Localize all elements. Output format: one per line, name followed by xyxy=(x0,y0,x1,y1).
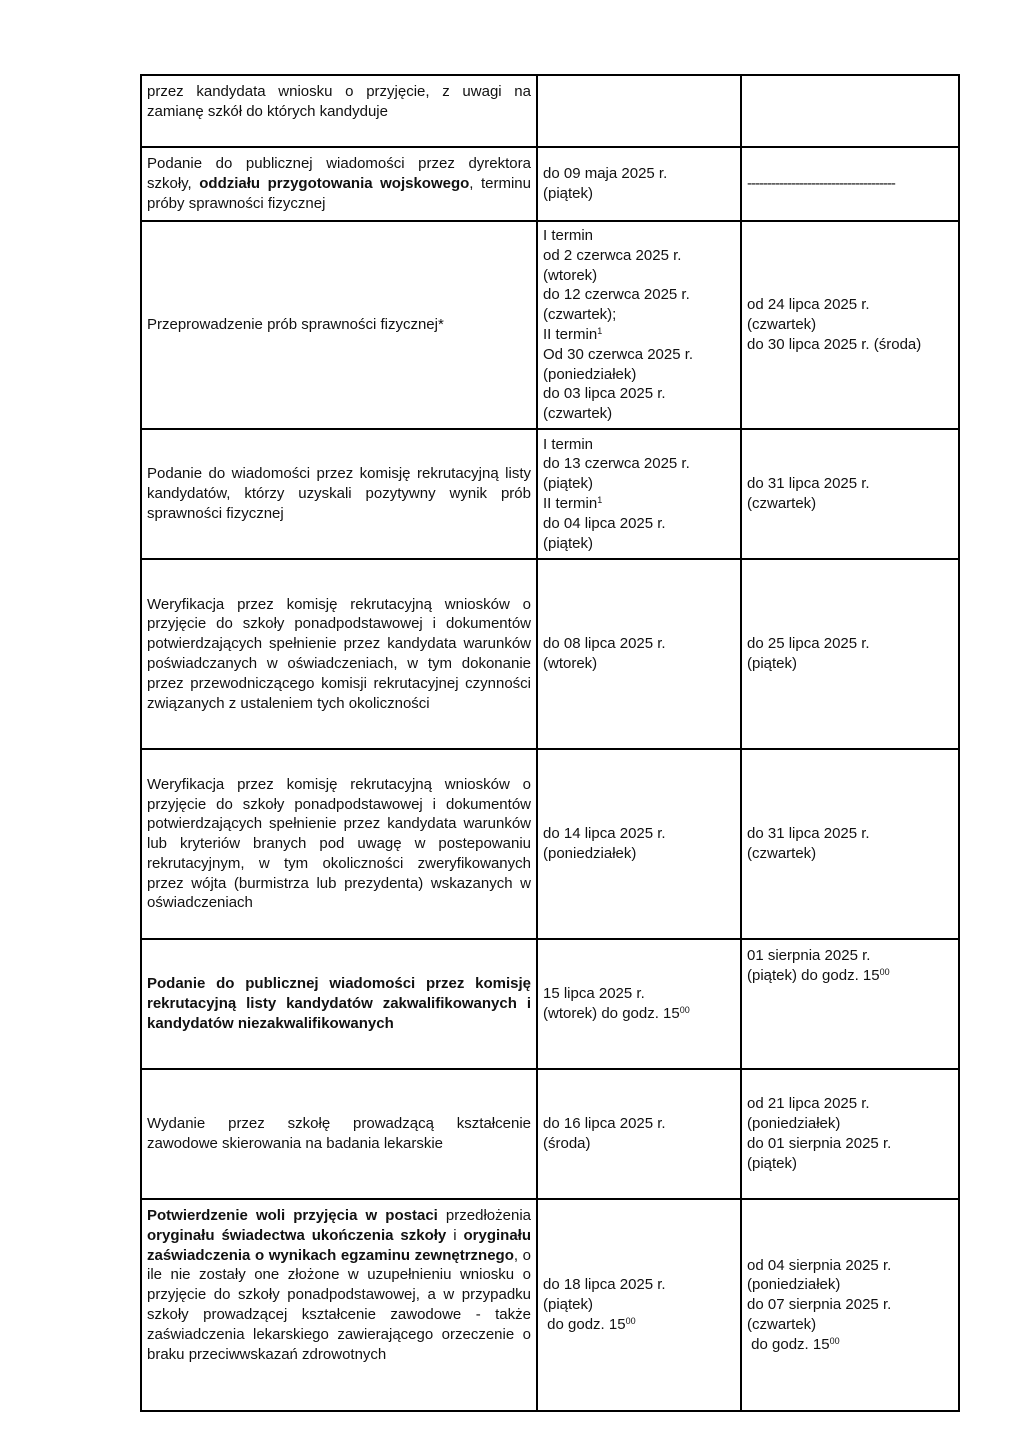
term-dashes: ------------------------------------- xyxy=(747,175,895,193)
term-line: I termin xyxy=(543,435,594,453)
term-line: (czwartek) xyxy=(747,845,817,862)
term-line: (czwartek); xyxy=(543,306,617,324)
description-bold-text: oryginału zaświadczenia o wynikach egzaminu zewnętrznego xyxy=(147,1226,531,1264)
term-supplementary-cell xyxy=(741,429,959,559)
term-line: (czwartek) xyxy=(747,316,817,334)
description-bold-text: oddziału przygotowania wojskowego xyxy=(199,175,470,193)
term-line: do 13 czerwca 2025 r. xyxy=(543,455,690,473)
term-primary-cell xyxy=(537,939,741,1069)
term-line: (poniedziałek) xyxy=(747,1276,841,1294)
term-line: (czwartek) xyxy=(747,495,817,512)
term-supplementary-cell xyxy=(741,939,959,1069)
term-line: do 09 maja 2025 r. xyxy=(543,165,668,183)
description-bold-text: Potwierdzenie woli przyjęcia w postaci xyxy=(147,1207,438,1224)
row-description xyxy=(141,939,537,1069)
description-text: Podanie do publicznej wiadomości przez dyrektora szkoły, xyxy=(147,155,531,193)
footnote-marker: 1 xyxy=(597,326,603,336)
term-line: (piątek) xyxy=(543,185,594,202)
term-line: do 01 sierpnia 2025 r. xyxy=(747,1135,892,1152)
description-bold-text: Podanie do publicznej wiadomości przez komisję rekrutacyjną listy kandydatów zakwalifikowanych i kandydatów niezakwalifikowanych xyxy=(147,975,531,1032)
term-supplementary-cell xyxy=(741,1199,959,1411)
table-row xyxy=(141,147,959,221)
term-primary-cell xyxy=(537,749,741,939)
term-line: (piątek) xyxy=(543,1296,594,1314)
term-line: (piątek) xyxy=(747,655,798,672)
table-row xyxy=(141,221,959,429)
term-primary-cell xyxy=(537,1069,741,1199)
term-primary-cell xyxy=(537,559,741,749)
term-primary-cell xyxy=(537,147,741,221)
term-line: (wtorek) xyxy=(543,655,598,672)
term-line: do 03 lipca 2025 r. xyxy=(543,385,666,403)
table-row xyxy=(141,559,959,749)
term-line: (czwartek) xyxy=(543,405,613,423)
row-description xyxy=(141,221,537,429)
term-line: do 16 lipca 2025 r. xyxy=(543,1115,666,1133)
term-line: (wtorek) do godz. $15^{00}$ xyxy=(543,1005,690,1022)
time-superscript: 00 xyxy=(879,966,890,977)
description-text: , o ile nie zostały one złożone w uzupełnieniu wniosku o przyjęcie do szkoły ponadpodstawowej, a w przypadku szkoły prowadzącej kształcenie zawodowe - także zaświadczenia lekarskiego zawierającego orzeczenie o braku przeciwwskazań zdrowotnych xyxy=(147,1246,531,1363)
term-line: II termin$^1$ xyxy=(543,495,603,512)
term-line: do godz. $15^{00}$ xyxy=(543,1315,636,1333)
term-line: 01 sierpnia 2025 r. xyxy=(747,947,871,964)
term-line: (piątek) xyxy=(543,475,594,493)
term-supplementary-cell xyxy=(741,749,959,939)
term-line: od 04 sierpnia 2025 r. xyxy=(747,1256,892,1274)
description-text: i xyxy=(446,1226,464,1244)
row-description xyxy=(141,749,537,939)
time-superscript: 00 xyxy=(829,1335,840,1346)
term-line: do 31 lipca 2025 r. xyxy=(747,475,870,493)
term-line: 15 lipca 2025 r. xyxy=(543,985,645,1003)
table-row xyxy=(141,749,959,939)
term-line: II termin$^1$ xyxy=(543,326,603,343)
table-row xyxy=(141,1069,959,1199)
term-line: (czwartek) xyxy=(747,1315,817,1333)
term-line: (piątek) do godz. $15^{00}$ xyxy=(747,966,890,984)
time-superscript: 00 xyxy=(679,1005,690,1015)
term-line: do 31 lipca 2025 r. xyxy=(747,825,870,843)
table-row xyxy=(141,1199,959,1411)
table-row xyxy=(141,939,959,1069)
row-description xyxy=(141,1069,537,1199)
term-line: do godz. $15^{00}$ xyxy=(747,1335,840,1353)
description-text: przez kandydata wniosku o przyjęcie, z uwagi na zamianę szkół do których kandyduje xyxy=(147,83,531,120)
description-text: Weryfikacja przez komisję rekrutacyjną wniosków o przyjęcie do szkoły ponadpodstawowej i dokumentów potwierdzających spełnienie przez kandydata warunków lub kryteriów branych pod uwagę w postepowaniu rekrutacyjnym, w tym okoliczności zweryfikowanych przez wójta (burmistrza lub prezydenta) wskazanych w oświadczeniach xyxy=(147,775,531,912)
description-text: Podanie do wiadomości przez komisję rekrutacyjną listy kandydatów, którzy uzyskali pozytywny wynik prób sprawności fizycznej xyxy=(147,465,531,522)
row-description xyxy=(141,429,537,559)
footnote-marker: 1 xyxy=(597,495,603,505)
term-line: do 07 sierpnia 2025 r. xyxy=(747,1296,892,1314)
term-line: od 2 czerwca 2025 r. xyxy=(543,246,682,264)
description-text: Weryfikacja przez komisję rekrutacyjną wniosków o przyjęcie do szkoły ponadpodstawowej i dokumentów potwierdzających spełnienie przez kandydata warunków poświadczanych w oświadczeniach, w tym dokonanie przez przewodniczącego komisji rekrutacyjnej czynności związanych z ustaleniem tych okoliczności xyxy=(147,595,531,712)
row-description xyxy=(141,1199,537,1411)
term-primary-cell xyxy=(537,1199,741,1411)
term-supplementary-cell xyxy=(741,221,959,429)
time-superscript: 00 xyxy=(625,1315,636,1326)
term-supplementary-cell xyxy=(741,147,959,221)
term-line: (poniedziałek) xyxy=(543,845,637,862)
term-line: do 25 lipca 2025 r. xyxy=(747,635,870,653)
row-description xyxy=(141,147,537,221)
term-line: (wtorek) xyxy=(543,266,598,284)
term-line: (poniedziałek) xyxy=(543,365,637,383)
term-line: do 18 lipca 2025 r. xyxy=(543,1276,666,1294)
term-line: do 08 lipca 2025 r. xyxy=(543,635,666,653)
term-line: (środa) xyxy=(543,1135,591,1152)
description-text: , terminu próby sprawności fizycznej xyxy=(147,175,531,212)
term-line: (piątek) xyxy=(747,1154,798,1172)
row-description xyxy=(141,559,537,749)
table-row xyxy=(141,75,959,147)
term-primary-cell xyxy=(537,429,741,559)
term-line: do 04 lipca 2025 r. xyxy=(543,514,666,532)
term-line: od 21 lipca 2025 r. xyxy=(747,1095,870,1113)
schedule-table xyxy=(140,74,960,1412)
term-line: (piątek) xyxy=(543,534,594,552)
term-line: I termin xyxy=(543,227,594,245)
description-text: przedłożenia xyxy=(437,1207,531,1224)
description-text: Przeprowadzenie prób sprawności fizycznej* xyxy=(147,316,444,334)
term-supplementary-cell xyxy=(741,75,959,147)
term-line: do 14 lipca 2025 r. xyxy=(543,825,666,843)
term-line: do 30 lipca 2025 r. (środa) xyxy=(747,335,922,353)
description-text: Wydanie przez szkołę prowadzącą kształcenie zawodowe skierowania na badania lekarskie xyxy=(147,1115,531,1152)
term-supplementary-cell xyxy=(741,1069,959,1199)
row-description xyxy=(141,75,537,147)
table-row xyxy=(141,429,959,559)
term-primary-cell xyxy=(537,75,741,147)
term-line: (poniedziałek) xyxy=(747,1115,841,1133)
term-line: do 12 czerwca 2025 r. xyxy=(543,286,690,304)
term-supplementary-cell xyxy=(741,559,959,749)
term-line: od 24 lipca 2025 r. xyxy=(747,296,870,314)
term-line: Od 30 czerwca 2025 r. xyxy=(543,345,694,363)
description-bold-text: oryginału świadectwa ukończenia szkoły xyxy=(147,1226,447,1244)
term-primary-cell xyxy=(537,221,741,429)
